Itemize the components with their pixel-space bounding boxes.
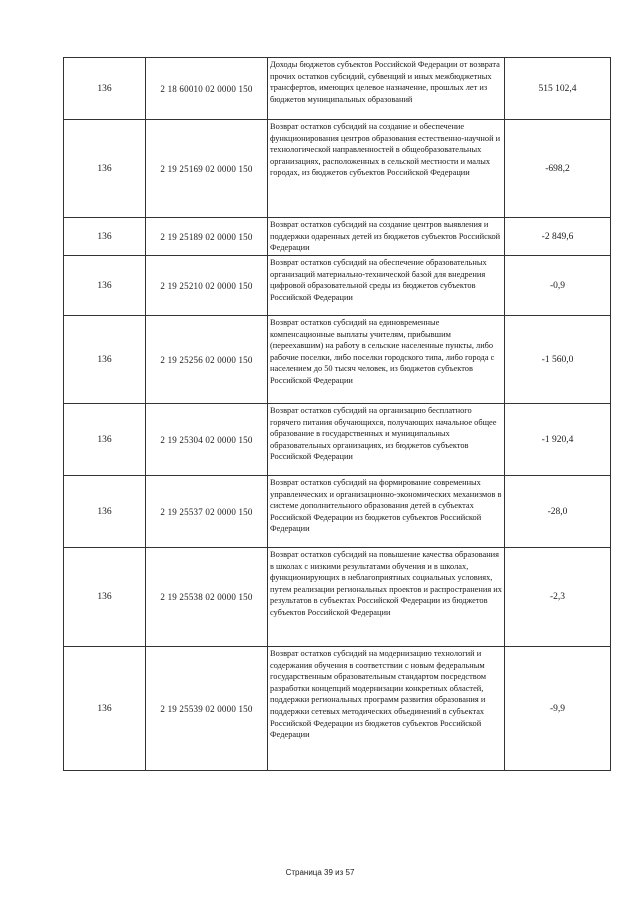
amount-cell: -9,9 <box>505 647 611 771</box>
admin-code-cell: 136 <box>64 548 146 647</box>
budget-classification-code-cell: 2 19 25539 02 0000 150 <box>146 647 268 771</box>
table-row <box>64 58 611 120</box>
budget-classification-code-cell: 2 18 60010 02 0000 150 <box>146 58 268 120</box>
income-name-cell: Возврат остатков субсидий на единовременные компенсационные выплаты учителям, прибывшим (переехавшим) на работу в сельские населенные пункты, либо рабочие поселки, либо поселки городского типа, либо города с населением до 50 тысяч человек, из бюджетов субъектов Российской Федерации <box>268 316 505 404</box>
budget-classification-code-cell: 2 19 25304 02 0000 150 <box>146 404 268 476</box>
amount-cell: -2 849,6 <box>505 218 611 256</box>
admin-code-cell: 136 <box>64 256 146 316</box>
income-name-cell: Возврат остатков субсидий на создание центров выявления и поддержки одаренных детей из бюджетов субъектов Российской Федерации <box>268 218 505 256</box>
admin-code-cell: 136 <box>64 476 146 548</box>
amount-cell: -2,3 <box>505 548 611 647</box>
income-name-cell: Возврат остатков субсидий на модернизацию технологий и содержания обучения в соответствии с новым федеральным государственным образовательным стандартом посредством разработки концепций модернизации конкретных областей, поддержки региональных программ развития образования и поддержки сетевых методических объединений в субъектах Российской Федерации из бюджетов субъектов Российской Федерации <box>268 647 505 771</box>
budget-revenue-table <box>63 57 611 771</box>
budget-classification-code-cell: 2 19 25537 02 0000 150 <box>146 476 268 548</box>
budget-classification-code-cell: 2 19 25210 02 0000 150 <box>146 256 268 316</box>
amount-cell: 515 102,4 <box>505 58 611 120</box>
admin-code-cell: 136 <box>64 404 146 476</box>
table-row <box>64 647 611 771</box>
income-name-cell: Возврат остатков субсидий на организацию бесплатного горячего питания обучающихся, получающих начальное общее образование в государственных и муниципальных образовательных организациях, из бюджетов субъектов Российской Федерации <box>268 404 505 476</box>
amount-cell: -0,9 <box>505 256 611 316</box>
admin-code-cell: 136 <box>64 120 146 218</box>
page-number-footer: Страница 39 из 57 <box>285 868 355 877</box>
amount-cell: -1 560,0 <box>505 316 611 404</box>
admin-code-cell: 136 <box>64 58 146 120</box>
amount-cell: -28,0 <box>505 476 611 548</box>
budget-classification-code-cell: 2 19 25538 02 0000 150 <box>146 548 268 647</box>
amount-cell: -698,2 <box>505 120 611 218</box>
budget-classification-code-cell: 2 19 25169 02 0000 150 <box>146 120 268 218</box>
budget-classification-code-cell: 2 19 25189 02 0000 150 <box>146 218 268 256</box>
budget-classification-code-cell: 2 19 25256 02 0000 150 <box>146 316 268 404</box>
table-row <box>64 548 611 647</box>
income-name-cell: Возврат остатков субсидий на повышение качества образования в школах с низкими результатами обучения и в школах, функционирующих в неблагоприятных социальных условиях, путем реализации региональных проектов и распространения их результатов в субъектах Российской Федерации из бюджетов субъектов Российской Федерации <box>268 548 505 647</box>
income-name-cell: Возврат остатков субсидий на формирование современных управленческих и организационно-экономических механизмов в системе дополнительного образования детей в субъектах Российской Федерации из бюджетов субъектов Российской Федерации <box>268 476 505 548</box>
table-row <box>64 316 611 404</box>
admin-code-cell: 136 <box>64 316 146 404</box>
amount-cell: -1 920,4 <box>505 404 611 476</box>
admin-code-cell: 136 <box>64 647 146 771</box>
table-row <box>64 120 611 218</box>
income-name-cell: Возврат остатков субсидий на обеспечение образовательных организаций материально-технической базой для внедрения цифровой образовательной среды из бюджетов субъектов Российской Федерации <box>268 256 505 316</box>
income-name-cell: Доходы бюджетов субъектов Российской Федерации от возврата прочих остатков субсидий, субвенций и иных межбюджетных трансфертов, имеющих целевое назначение, прошлых лет из бюджетов муниципальных образований <box>268 58 505 120</box>
income-name-cell: Возврат остатков субсидий на создание и обеспечение функционирования центров образования естественно-научной и технологической направленностей в общеобразовательных организациях, расположенных в сельской местности и малых городах, из бюджетов субъектов Российской Федерации <box>268 120 505 218</box>
table-row <box>64 476 611 548</box>
admin-code-cell: 136 <box>64 218 146 256</box>
table-row <box>64 404 611 476</box>
table-row <box>64 218 611 256</box>
table-row <box>64 256 611 316</box>
